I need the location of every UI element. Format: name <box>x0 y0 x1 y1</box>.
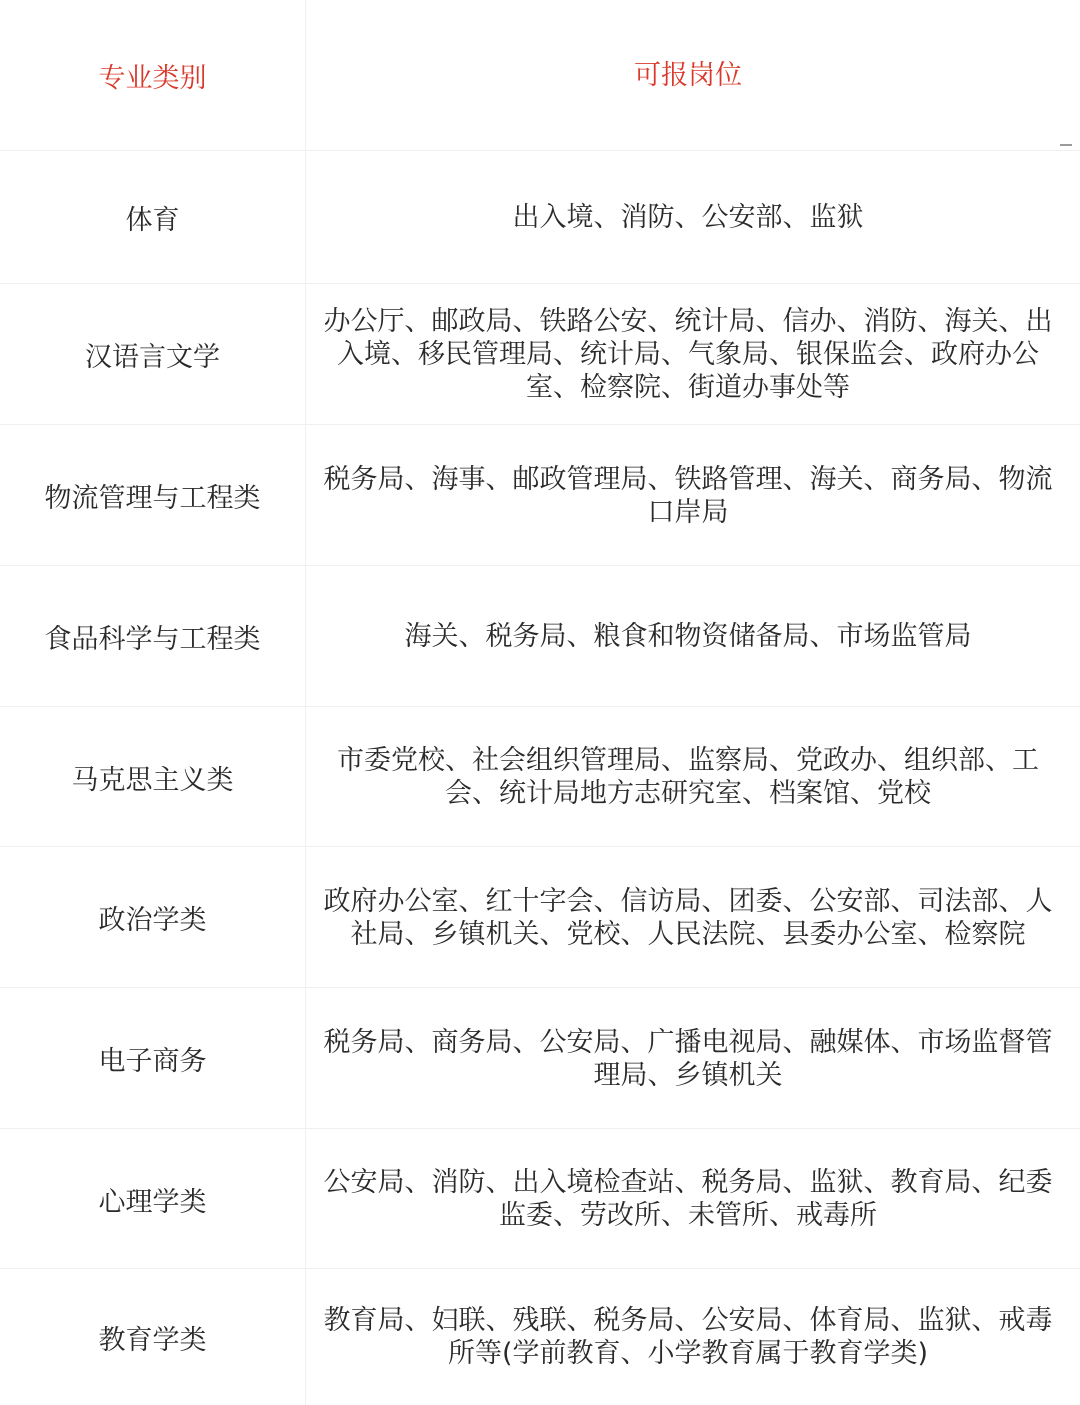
header-eligible-posts: 可报岗位 <box>634 59 742 91</box>
major-cell: 体育 <box>0 151 306 284</box>
posts-cell: 市委党校、社会组织管理局、监察局、党政办、组织部、工会、统计局地方志研究室、档案馆、党校 <box>337 745 1039 809</box>
major-cell: 食品科学与工程类 <box>0 566 306 707</box>
scroll-edge-marker <box>1060 144 1072 146</box>
major-cell: 马克思主义类 <box>0 707 306 847</box>
table-row <box>0 283 1080 425</box>
posts-cell: 税务局、海事、邮政管理局、铁路管理、海关、商务局、物流口岸局 <box>323 463 1053 528</box>
table-row <box>0 565 1080 707</box>
posts-cell: 海关、税务局、粮食和物资储备局、市场监管局 <box>404 621 972 652</box>
table-row <box>0 987 1080 1129</box>
major-cell: 汉语言文学 <box>0 284 306 425</box>
table-row <box>0 1268 1080 1405</box>
table-row <box>0 150 1080 284</box>
major-cell: 物流管理与工程类 <box>0 425 306 566</box>
header-major-category: 专业类别 <box>0 0 306 150</box>
posts-cell: 教育局、妇联、残联、税务局、公安局、体育局、监狱、戒毒所等(学前教育、小学教育属于教育学类) <box>323 1305 1053 1369</box>
major-cell: 政治学类 <box>0 847 306 988</box>
major-cell: 电子商务 <box>0 988 306 1129</box>
table-header-row <box>0 0 1080 150</box>
posts-cell: 出入境、消防、公安部、监狱 <box>512 202 864 233</box>
posts-cell: 办公厅、邮政局、铁路公安、统计局、信办、消防、海关、出入境、移民管理局、统计局、气象局、银保监会、政府办公室、检察院、街道办事处等 <box>323 306 1053 403</box>
posts-cell: 税务局、商务局、公安局、广播电视局、融媒体、市场监督管理局、乡镇机关 <box>323 1026 1053 1091</box>
table-row <box>0 706 1080 847</box>
table-row <box>0 424 1080 566</box>
posts-cell: 公安局、消防、出入境检查站、税务局、监狱、教育局、纪委监委、劳改所、未管所、戒毒所 <box>323 1167 1053 1231</box>
major-cell: 心理学类 <box>0 1129 306 1269</box>
table-row <box>0 1128 1080 1269</box>
major-cell: 教育学类 <box>0 1269 306 1405</box>
posts-cell: 政府办公室、红十字会、信访局、团委、公安部、司法部、人社局、乡镇机关、党校、人民法院、县委办公室、检察院 <box>323 885 1053 950</box>
table-row <box>0 846 1080 988</box>
